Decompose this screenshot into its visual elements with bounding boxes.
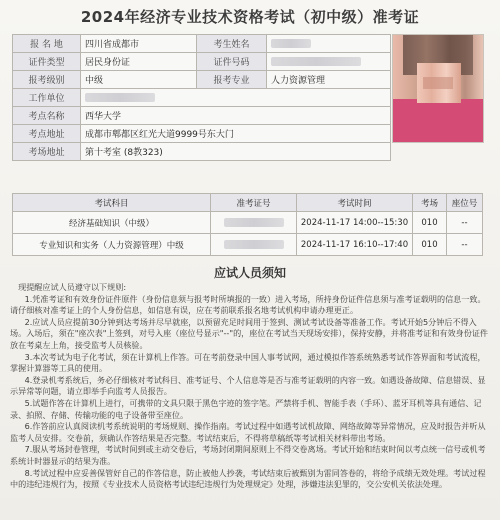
notice-item: 5.试题作答在计算机上进行，可携带的文具只限于黑色字迹的签字笔。严禁将手机、智能手表（手环）、蓝牙耳机等具有通信、记录、拍照、存储、传输功能的电子设备带至座位。 bbox=[10, 397, 482, 420]
level-value: 中级 bbox=[81, 71, 197, 89]
notice-item: 8.考试过程中应妥善保管好自己的作答信息，防止被他人抄袭，考试结束后被甄别为雷同答卷的，将给予成绩无效处理。考试过程中的违纪违规行为，按照《专业技术人员资格考试违纪违规行为处理规定》处理，涉嫌违法犯罪的，交公安机关依法处理。 bbox=[10, 467, 486, 490]
header-ticket-number: 准考证号 bbox=[211, 194, 297, 212]
exam-site-label: 考点名称 bbox=[13, 107, 81, 125]
photo-face-shadow bbox=[423, 77, 453, 89]
site-address-value: 成都市郫都区红光大道9999号东大门 bbox=[81, 125, 391, 143]
exam-schedule-table bbox=[12, 193, 483, 256]
work-unit-label: 工作单位 bbox=[13, 89, 81, 107]
page-title: 2024年经济专业技术资格考试（初中级）准考证 bbox=[80, 8, 420, 26]
notice-item: 1.凭准考证和有效身份证件原件（身份信息须与报考时所填报的一致）进入考场，所持身份证件信息须与准考证载明的信息一致。请仔细核对准考证上的个人身份信息，如信息有误，应在考前联系报名地考试机构申请办理更正。 bbox=[10, 293, 486, 316]
notice-item: 3.本次考试为电子化考试，须在计算机上作答。可在考前登录中国人事考试网，通过模拟作答系统熟悉考试作答界面和考试流程，掌握计算器等工具的使用。 bbox=[10, 351, 486, 374]
header-subject: 考试科目 bbox=[13, 194, 211, 212]
ticket-number-cell bbox=[211, 234, 297, 256]
major-value: 人力资源管理 bbox=[267, 71, 391, 89]
table-row bbox=[13, 212, 483, 234]
candidate-name-value bbox=[267, 35, 391, 53]
site-address-label: 考点地址 bbox=[13, 125, 81, 143]
notice-intro: 现提醒应试人员遵守以下规则: bbox=[18, 282, 127, 292]
table-row bbox=[13, 234, 483, 256]
header-room: 考场 bbox=[413, 194, 447, 212]
notice-item: 4.登录机考系统后，务必仔细核对考试科目、准考证号、个人信息等是否与准考证载明的内容一致。如遇设备故障、信息错误、显示异常等问题，请立即举手向监考人员报告。 bbox=[10, 374, 486, 397]
level-label: 报考级别 bbox=[13, 71, 81, 89]
header-seat: 座位号 bbox=[447, 194, 483, 212]
notice-item: 7.服从考场封卷管理，考试时间到或主动交卷后，考场封闭期间原则上不得交卷离场。考试开始和结束时间以考点统一信号或机考系统计时器显示的结果为准。 bbox=[10, 444, 486, 466]
room-cell: 010 bbox=[413, 234, 447, 256]
id-type-label: 证件类型 bbox=[13, 53, 81, 71]
subject-cell: 经济基础知识（中级） bbox=[13, 212, 211, 234]
seat-cell: -- bbox=[447, 212, 483, 234]
subject-cell: 专业知识和实务（人力资源管理）中级 bbox=[13, 234, 211, 256]
candidate-info-table bbox=[12, 34, 391, 161]
candidate-name-label: 考生姓名 bbox=[197, 35, 267, 53]
time-cell: 2024-11-17 16:10--17:40 bbox=[297, 234, 413, 256]
notice-item: 2.应试人员应提前30分钟到达考场并尽早就座，以预留充足时间用于签到、测试考试设备等准备工作。考试开始5分钟后不得入场。入场后，须在"座次表"上签到，对号入座（座位号显示"--"的，座位在考试当天现场安排），保持安静，并将准考证和有效身份证件放在考桌左上角，接受监考人员核验。 bbox=[10, 316, 489, 350]
exam-room-label: 考场地址 bbox=[13, 143, 81, 161]
time-cell: 2024-11-17 14:00--15:30 bbox=[297, 212, 413, 234]
ticket-number-cell bbox=[211, 212, 297, 234]
id-number-label: 证件号码 bbox=[197, 53, 267, 71]
exam-site-value: 西华大学 bbox=[81, 107, 391, 125]
registration-place-value: 四川省成都市 bbox=[81, 35, 197, 53]
candidate-photo bbox=[392, 34, 484, 143]
notice-title: 应试人员须知 bbox=[213, 266, 286, 280]
major-label: 报考专业 bbox=[197, 71, 267, 89]
id-type-value: 居民身份证 bbox=[81, 53, 197, 71]
id-number-value bbox=[267, 53, 391, 71]
seat-cell: -- bbox=[447, 234, 483, 256]
work-unit-value bbox=[81, 89, 391, 107]
notice-body bbox=[10, 282, 490, 516]
room-cell: 010 bbox=[413, 212, 447, 234]
header-exam-time: 考试时间 bbox=[297, 194, 413, 212]
exam-room-value: 第十考室 (8教323) bbox=[81, 143, 391, 161]
registration-place-label: 报 名 地 bbox=[13, 35, 81, 53]
notice-item: 6.作答前应认真阅读机考系统说明的考场规则、操作指南。考试过程中如遇考试机故障、网络故障等异常情况，应及时报告并听从监考人员安排。交卷前，须确认作答结果是否完整。考试结束后，不得将草稿纸等考试相关材料带出考场。 bbox=[10, 421, 486, 443]
